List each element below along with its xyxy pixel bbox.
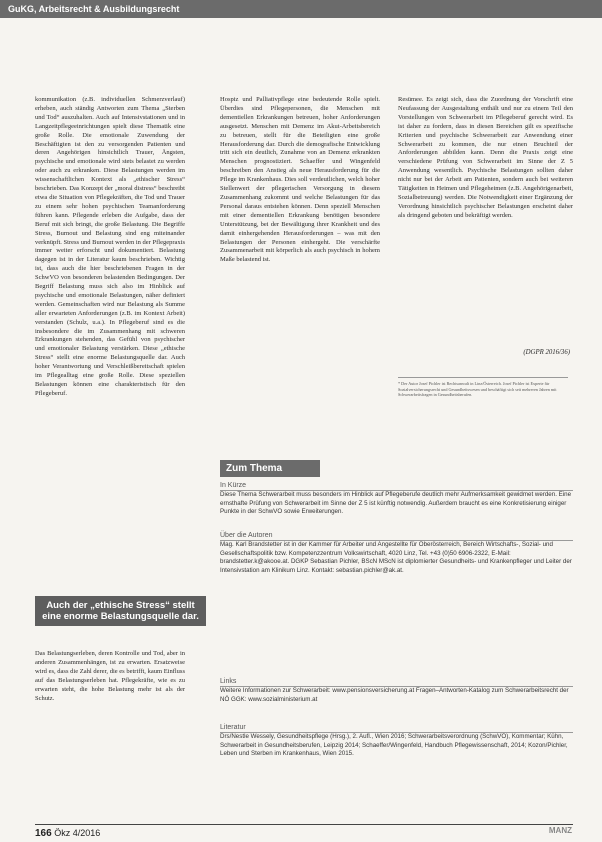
section-heading: Über die Autoren <box>220 532 573 541</box>
section-links <box>220 678 573 717</box>
publisher-logo: MANZ <box>548 826 572 835</box>
section-body: Weitere Informationen zur Schwerarbeit: www.pensionsversicherung.at Fragen–Antworten-Katalog zum Schwerarbeitsrecht der NÖ GGK: www.sozialministerium.at <box>220 687 569 703</box>
pull-quote: Auch der „ethische Stress“ stellt eine enorme Belastungsquelle dar. <box>35 596 206 626</box>
page-footer <box>35 828 100 839</box>
zum-thema-heading: Zum Thema <box>220 460 320 477</box>
column-3-text <box>398 96 573 356</box>
section-authors <box>220 532 573 625</box>
section-body: Mag. Karl Brandstetter ist in der Kammer für Arbeiter und Angestellte für Oberösterreich, Bereich Wirtschafts-, Sozial- und Gesellschaftspolitik bzw. Kompetenzzentrum Volkswirtschaft, 4020 Linz, Tel. +43 (0)50 6906-2322, E-Mail: brandstetter.k@akooe.at. DGKP Sebastian Pichler, BScN MScN ist diplomierter Gesundheits- und Krankenpfleger und Leiter der Intensivstation am Klinikum Linz. Kontakt: sebastian.pichler@ak.at. <box>220 541 572 574</box>
body-paragraph: kommunikation (z.B. individuellen Schmerzverlauf) erheben, auch ständig Antworten zum Thema „Sterben und Tod“ auszuhalten. Auch auf Intensivstationen und in Langzeitpflegeeinrichtungen spielt diese Thematik eine große Rolle. Die emotionale Zuwendung der Beschäftigten ist den zu versorgenden Patienten und deren Angehörigen hinsichtlich Trauer, Ängsten, psychische und emotionale wird stets belastet zu werden oder auch zu erkranken. Diese Belastungen werden im wissenschaftlichen Kontext als „ethischer Stress“ beschrieben. Das Konzept der „moral distress“ beschreibt etwa die Situation von Pflegekräften, die Tod und Trauer zu einem sehr hohen psychischen Teamanforderung führen kann. Pflegende erleben die Aufgabe, dass der Beruf mit sich bringt, die große Belastung. Die Begriffe Stress, Burnout und Belastung sind eng miteinander verknüpft. Stress und Burnout werden in der Pflegepraxis immer weiter erforscht und dokumentiert. Belastung dagegen ist in der Literatur kaum beschrieben. Wichtig ist, dass auch die hier beschriebenen Fragen in der SchwVO von besonderen belastenden Bedingungen. Der Begriff Belastung muss sich also im Hinblick auf psychische und emotionale Belastungen, näher definiert werden. Gemeinschaften wird nur Belastung als Summe aller erwarteten Anforderungen (z.B. im Kontext Arbeit) verstanden (Schulz, u.a.). In Pflegeberuf sind es die insbesondere die im Zusammenhang mit schweren Erkrankungen stehenden, das Gefühl von psychischer und emotionaler Belastung verstärken. Diese „ethische Stress“ stellt eine enorme Belastungsquelle dar. Auch hoher Verantwortung und Verschleißbereitschaft spielen im Pflegealltag eine große Rolle. Diese speziellen Belastungen können eine charakteristisch für den Pflegeberuf. <box>35 96 185 397</box>
article-reference: (DGPR 2016/36) <box>523 349 570 356</box>
body-paragraph: Das Belastungserleben, deren Kontrolle und Tod, aber in anderen Zusammenhängen, ist zu erwarten. Ersatzweise wird es, dass die Zahl derer, die es betrifft, kaum Einfluss auf das Belastungserleben hat. Pflegekräfte, wie es zu erwarten steht, die hohe Belastung mehr ist als der Schutz. <box>35 650 185 702</box>
section-heading: In Kürze <box>220 482 573 491</box>
section-body: Diese Thema Schwerarbeit muss besonders im Hinblick auf Pflegeberufe deutlich mehr Aufmerksamkeit gewidmet werden. Eine ernsthafte Prüfung von Schwerarbeit im Sinne der Z 5 ist künftig notwendig. Außerdem braucht es eine Konkretisierung einiger Punkte in der SchwVO sowie Erweiterungen. <box>220 491 572 516</box>
author-footnote: * Der Autor Josef Pichler ist Rechtsanwalt in Linz/Österreich. Josef Pichler ist Experte für Sozialversicherungsrecht und Gesundheitswesen und beschäftigt sich seit mehreren Jahren mit Schwerarbeitsfragen in Gesundheitsberufen. <box>398 377 568 437</box>
footer-divider <box>35 824 573 825</box>
section-body: Drs/Nestle Wessely, Gesundheitspflege (Hrsg.), 2. Aufl., Wien 2016; Schwerarbeitsverordnung (SchwVO), Kommentar; Kühn, Schwerarbeit in Gesundheitsberufen, Leipzig 2014; Schaeffer/Wingenfeld, Handbuch Pflegewissenschaft, 2014; Kozon/Pichler, Leben und Sterben im Krankenhaus, Wien 2015. <box>220 733 568 758</box>
section-heading: Links <box>220 678 573 687</box>
page-number: 166 <box>35 828 52 839</box>
running-header: GuKG, Arbeitsrecht & Ausbildungsrecht <box>0 0 602 18</box>
section-heading: Literatur <box>220 724 573 733</box>
column-1-continued <box>35 650 185 810</box>
issue-label: Ökz 4/2016 <box>54 828 101 838</box>
section-in-kuerze <box>220 482 573 531</box>
body-paragraph: Resümee. Es zeigt sich, dass die Zuordnung der Vorschrift eine Neufassung der Ausgestaltung enthält und nur zu einem Teil den Vorstellungen von Schwerarbeit im Pflegeberuf gerecht wird. Es ist daher zu fordern, dass in diesen Bereichen gilt es spezifische Kriterien und psychische Schwerarbeit zur Anwendung einer Schwerarbeit zu kommen, die nur einen Bruchteil der Anforderungen abbilden kann. Denn die Praxis zeigt eine verschiedene Prüfung von Schwerarbeit im Sinne der Z 5 Anwendung wesentlich. Psychische Belastungen sollten daher nicht nur bei der Arbeit am Patienten, sondern auch bei weiteren Tätigkeiten in Heimen und Pflegeheimen (z.B. Angehörigenarbeit, Sozialbetreuung) werden. Die Notwendigkeit einer Ergänzung der Verordnung hinsichtlich psychischer Belastungen erscheint daher als dringend geboten und bekräftigt werden. <box>398 96 573 219</box>
column-2-text <box>220 96 380 416</box>
body-paragraph: Hospiz und Palliativpflege eine bedeutende Rolle spielt. Überdies sind Pflegepersonen, die Menschen mit dementiellen Erkrankungen betreuen, hoher Anforderungen ausgesetzt. Menschen mit Demenz im Akut-Arbeitsbereich zu betreuen, stellt für die Beteiligten eine große Herausforderung dar. Durch die demografische Entwicklung tritt sich ein deutlich, Zunahme von an Demenz erkrankten Menschen prognostiziert. Schaeffer und Wingenfeld beschreiben den Anstieg als neue Herausforderung für die Pflege im Krankenhaus. Dies soll verdeutlichen, welch hoher Stellenwert der pflegerischen Versorgung in diesem Zusammenhang zukommt und welche Belastungen für das Personal daraus entstehen können. Denn speziell Menschen mit einer dementiellen Erkrankung benötigen besondere Unterstützung, bei der Bewältigung ihrer Krankheit und des damit einhergehenden Herausforderungen – was mit den Belastungen der Personen einhergeht. Die verschärfte Zusammenarbeit mit körperlich als auch psychisch in hohem Maße belastend ist. <box>220 96 380 264</box>
section-literature <box>220 724 573 821</box>
